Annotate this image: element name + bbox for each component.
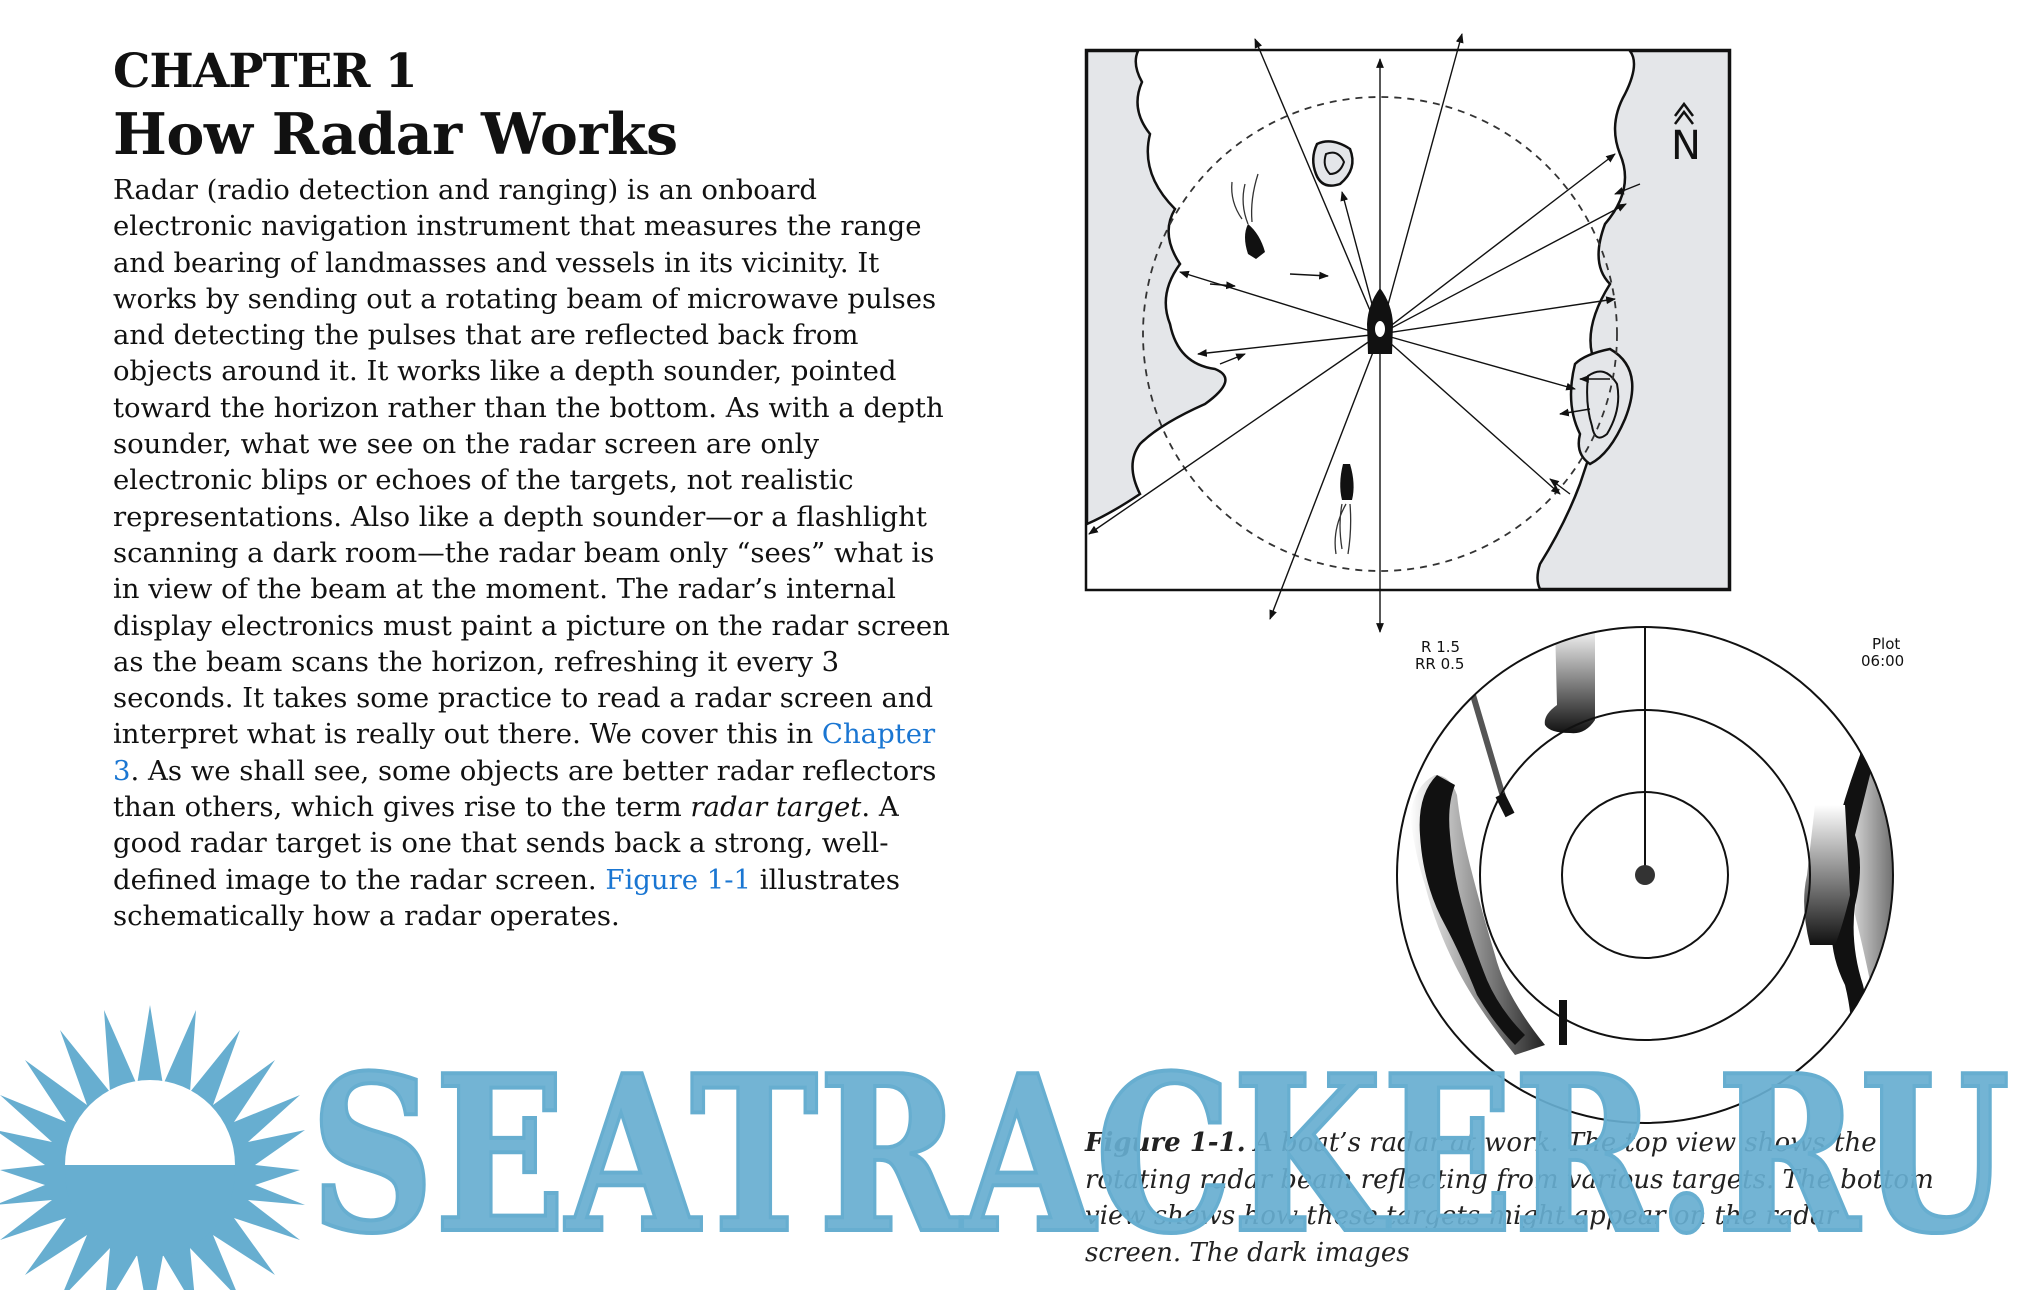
echo-vessel-north: [1500, 795, 1510, 815]
display-mode-label: Plot: [1872, 635, 1901, 653]
radar-schematic-top-view: [1080, 24, 1760, 644]
island-north: [1313, 141, 1352, 185]
body-text-part: . A good radar target is one that sends back a strong, well-defined image to the radar screen.: [113, 791, 899, 896]
figure-1-1-link[interactable]: Figure 1-1: [605, 863, 752, 896]
body-paragraph: [113, 172, 953, 934]
chapter-title: How Radar Works: [113, 101, 678, 168]
body-text-part: Radar (radio detection and ranging) is an onboard electronic navigation instrument that measures the range and bearing of landmasses and vessels in its vicinity. It works by sending out a rotating beam of microwave pulses and detecting the pulses that are reflected back from objects around it. It works like a depth sounder, pointed toward the horizon rather than the bottom. As with a depth sounder, what we see on the radar screen are only electronic blips or echoes of the targets, not realistic representations. Also like a depth sounder—or a flashlight scanning a dark room—the radar beam only “sees” what is in view of the beam at the moment. The radar’s internal display electronics must paint a picture on the radar screen as the beam scans the horizon, refreshing it every 3 seconds. It takes some practice to read a radar screen and interpret what is really out there. We cover this in: [113, 174, 950, 751]
range-rings-label: RR 0.5: [1415, 655, 1465, 673]
chapter-3-link[interactable]: Chapter 3: [113, 718, 936, 787]
own-ship-center-echo: [1635, 865, 1655, 885]
figure-caption-label: Figure 1-1.: [1085, 1128, 1246, 1158]
own-boat-antenna: [1375, 321, 1385, 337]
echo-vessel-trail-north: [1470, 685, 1507, 810]
north-label: N: [1671, 123, 1701, 169]
seatracker-watermark: [0, 990, 2026, 1290]
radar-target-term: radar target: [690, 791, 862, 824]
display-time-label: 06:00: [1861, 652, 1905, 670]
body-text-part: illustrates schematically how a radar operates.: [113, 863, 901, 932]
watermark-text: SEATRACKER.RU: [310, 1028, 2010, 1281]
figure-caption-text: A boat’s radar at work. The top view shows the rotating radar beam reflecting from various targets. The bottom view shows how these targets might appear on the radar screen. The dark images: [1085, 1128, 1934, 1268]
body-text-part: . As we shall see, some objects are better radar reflectors than others, which gives rise to the term: [113, 754, 937, 824]
range-label: R 1.5: [1421, 638, 1461, 656]
echo-island-north: [1545, 625, 1595, 733]
chapter-label: CHAPTER 1: [113, 44, 417, 99]
sun-logo: [0, 1005, 305, 1290]
